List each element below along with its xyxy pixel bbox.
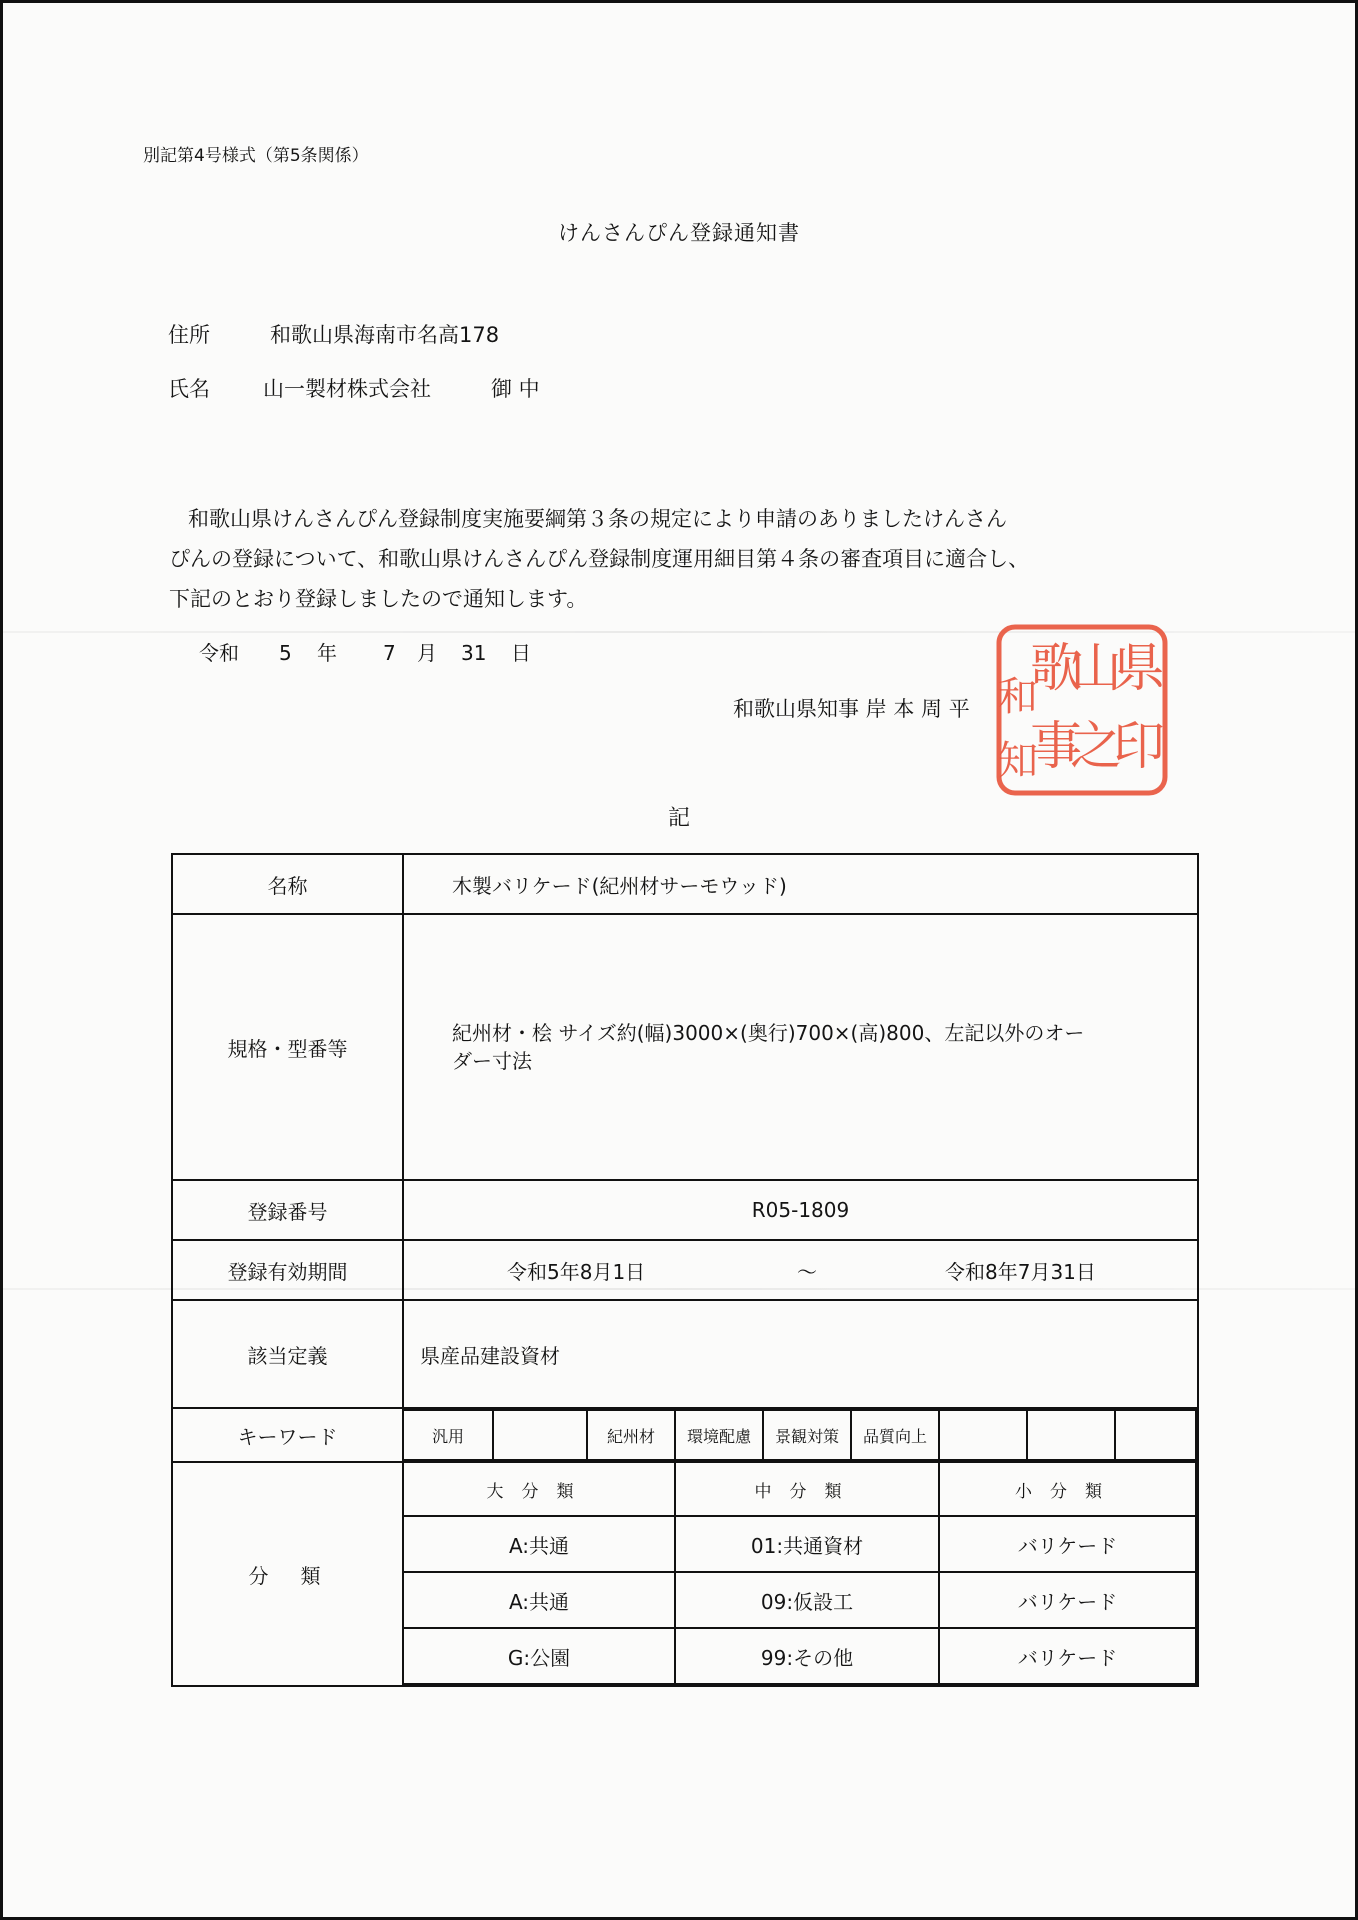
classification-row (404, 1516, 1196, 1572)
seal-char: 事 (1029, 717, 1083, 777)
record-row-period (172, 1240, 1198, 1300)
body-line: 下記のとおり登録しましたので通知します。 (169, 587, 588, 611)
classification-row (404, 1628, 1196, 1684)
record-row-regno (172, 1180, 1198, 1240)
spec-header: 規格・型番等 (172, 914, 403, 1180)
record-row-classification (172, 1462, 1198, 1686)
keyword: 景観対策 (763, 1410, 851, 1460)
notice-body (169, 499, 1219, 619)
class-minor: バリケード (939, 1516, 1196, 1572)
date-day-unit: 日 (511, 641, 531, 665)
class-col-middle: 中分類 (675, 1463, 939, 1516)
date-year-unit: 年 (317, 641, 337, 665)
period-start: 令和5年8月1日 (507, 1259, 646, 1284)
issue-date (199, 637, 531, 666)
seal-char: 之 (1069, 717, 1123, 777)
spec-value (403, 914, 1198, 1180)
keyword: 品質向上 (851, 1410, 939, 1460)
governor-seal-stamp (996, 624, 1168, 796)
name-header: 名称 (172, 854, 403, 914)
name-value: 山一製材株式会社 (263, 377, 431, 401)
seal-char: 知 (998, 738, 1038, 784)
period-value (403, 1240, 1198, 1300)
seal-char: 印 (1112, 717, 1166, 777)
class-middle: 99:その他 (675, 1628, 939, 1684)
record-row-spec (172, 914, 1198, 1180)
class-major: A:共通 (404, 1572, 675, 1628)
period-header: 登録有効期間 (172, 1240, 403, 1300)
period-separator: ～ (797, 1259, 817, 1284)
record-row-keywords (172, 1408, 1198, 1462)
keyword (1115, 1410, 1196, 1460)
class-minor: バリケード (939, 1628, 1196, 1684)
classification-cell (403, 1462, 1198, 1686)
registration-record-table (171, 853, 1199, 1687)
date-year: 5 (279, 641, 292, 665)
spec-line: 紀州材・桧 サイズ約(幅)3000×(奥行)700×(高)800、左記以外のオー (452, 1021, 1085, 1045)
form-number: 別記第4号様式（第5条関係） (143, 146, 369, 166)
record-heading: 記 (667, 806, 690, 831)
keyword (493, 1410, 587, 1460)
definition-header: 該当定義 (172, 1300, 403, 1408)
date-month-unit: 月 (417, 641, 437, 665)
classification-header: 分 類 (172, 1462, 403, 1686)
class-minor: バリケード (939, 1572, 1196, 1628)
class-middle: 01:共通資材 (675, 1516, 939, 1572)
address-label: 住所 (168, 323, 210, 347)
date-day: 31 (461, 641, 487, 665)
product-name: 木製バリケード(紀州材サーモウッド) (403, 854, 1198, 914)
class-major: A:共通 (404, 1516, 675, 1572)
seal-char: 歌 (1029, 639, 1083, 699)
body-line: 和歌山県けんさんぴん登録制度実施要綱第３条の規定により申請のありましたけんさん (188, 507, 1007, 531)
seal-char: 山 (1069, 639, 1123, 699)
class-major: G:公園 (404, 1628, 675, 1684)
keywords-header: キーワード (172, 1408, 403, 1462)
reg-no-header: 登録番号 (172, 1180, 403, 1240)
date-era: 令和 (199, 641, 239, 665)
record-row-definition (172, 1300, 1198, 1408)
body-line: ぴんの登録について、和歌山県けんさんぴん登録制度運用細目第４条の審査項目に適合し、 (169, 547, 1030, 571)
keyword: 紀州材 (587, 1410, 675, 1460)
spec-line: ダー寸法 (452, 1049, 532, 1073)
keywords-cell (403, 1408, 1198, 1462)
keywords-grid (404, 1409, 1197, 1461)
definition-value: 県産品建設資材 (403, 1300, 1198, 1408)
date-month: 7 (383, 641, 396, 665)
issuer-name: 和歌山県知事 岸 本 周 平 (733, 697, 970, 721)
class-middle: 09:仮設工 (675, 1572, 939, 1628)
address-value: 和歌山県海南市名高178 (270, 323, 500, 347)
record-row-name (172, 854, 1198, 914)
class-col-major: 大分類 (404, 1463, 675, 1516)
seal-char: 県 (1112, 639, 1166, 699)
class-col-minor: 小分類 (939, 1463, 1196, 1516)
keyword (1027, 1410, 1115, 1460)
keyword: 環境配慮 (675, 1410, 763, 1460)
document-title: けんさんぴん登録通知書 (558, 221, 800, 245)
seal-char: 和 (998, 674, 1038, 720)
keyword (939, 1410, 1027, 1460)
period-end: 令和8年7月31日 (945, 1259, 1096, 1284)
name-honorific: 御 中 (491, 377, 540, 401)
classification-row (404, 1572, 1196, 1628)
reg-no-value: R05-1809 (403, 1180, 1198, 1240)
classification-grid (404, 1463, 1197, 1685)
keyword: 汎用 (404, 1410, 493, 1460)
name-label: 氏名 (168, 377, 210, 401)
